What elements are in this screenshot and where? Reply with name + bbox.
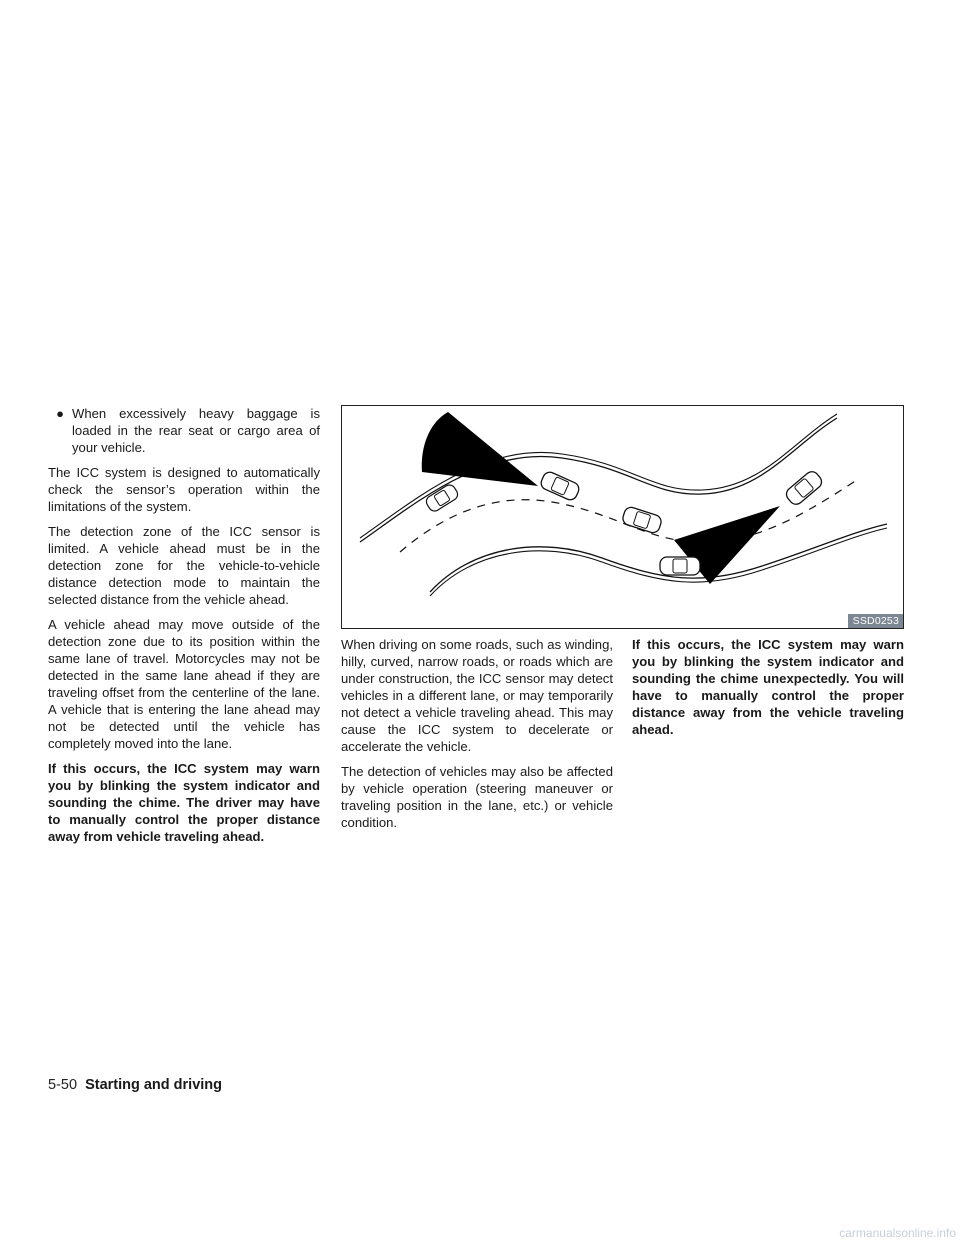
car-lower-right	[660, 557, 700, 575]
road-illustration	[342, 406, 903, 628]
detection-beam-left	[422, 412, 538, 486]
road-edge-bottom-inner	[430, 528, 887, 596]
car-upper-right	[784, 469, 825, 507]
page-footer	[48, 1076, 222, 1094]
left-column	[48, 405, 320, 853]
icc-detection-figure	[341, 405, 904, 629]
section-title: Starting and driving	[85, 1077, 223, 1093]
road-edge-bottom	[430, 524, 887, 592]
paragraph-vehicle-operation: The detection of vehicles may also be affected by vehicle operation (steering maneuver or traveling position in the lane, etc.) or vehicle condition.	[341, 764, 613, 830]
right-column	[632, 636, 904, 746]
bullet-dot: ●	[56, 406, 64, 421]
warning-paragraph-left: If this occurs, the ICC system may warn you by blinking the system indicator and sounding the chime. The driver may have to manually control the proper distance away from vehicle traveling ahead.	[48, 761, 320, 844]
car-icc-equipped	[539, 470, 581, 502]
figure-label: SSD0253	[848, 614, 903, 628]
paragraph-detection-zone: The detection zone of the ICC sensor is limited. A vehicle ahead must be in the detection zone for the vehicle-to-vehicle distance detection mode to maintain the selected distance from the vehicle ahead.	[48, 524, 320, 607]
car-middle	[621, 506, 663, 535]
middle-column	[341, 636, 613, 839]
warning-paragraph-right: If this occurs, the ICC system may warn you by blinking the system indicator and sounding the chime unexpectedly. You will have to manually control the proper distance away from the vehicle traveling ahead.	[632, 637, 904, 737]
bullet-text: When excessively heavy baggage is loaded in the rear seat or cargo area of your vehicle.	[72, 406, 320, 455]
bullet-item	[48, 405, 320, 456]
watermark: carmanualsonline.info	[839, 1226, 956, 1240]
page-number: 5-50	[48, 1077, 78, 1093]
paragraph-icc-design: The ICC system is designed to automatically check the sensor’s operation within the limitations of the system.	[48, 465, 320, 514]
paragraph-road-conditions: When driving on some roads, such as winding, hilly, curved, narrow roads, or roads which are under construction, the ICC sensor may detect vehicles in a different lane, or may temporarily not detect a vehicle traveling ahead. This may cause the ICC system to decelerate or accelerate the vehicle.	[341, 637, 613, 754]
paragraph-vehicle-outside-zone: A vehicle ahead may move outside of the detection zone due to its position within the same lane of travel. Motorcycles may not be detected in the same lane ahead if they are traveling offset from the centerline of the lane. A vehicle that is entering the lane ahead may not be detected until the vehicle has completely moved into the lane.	[48, 617, 320, 751]
